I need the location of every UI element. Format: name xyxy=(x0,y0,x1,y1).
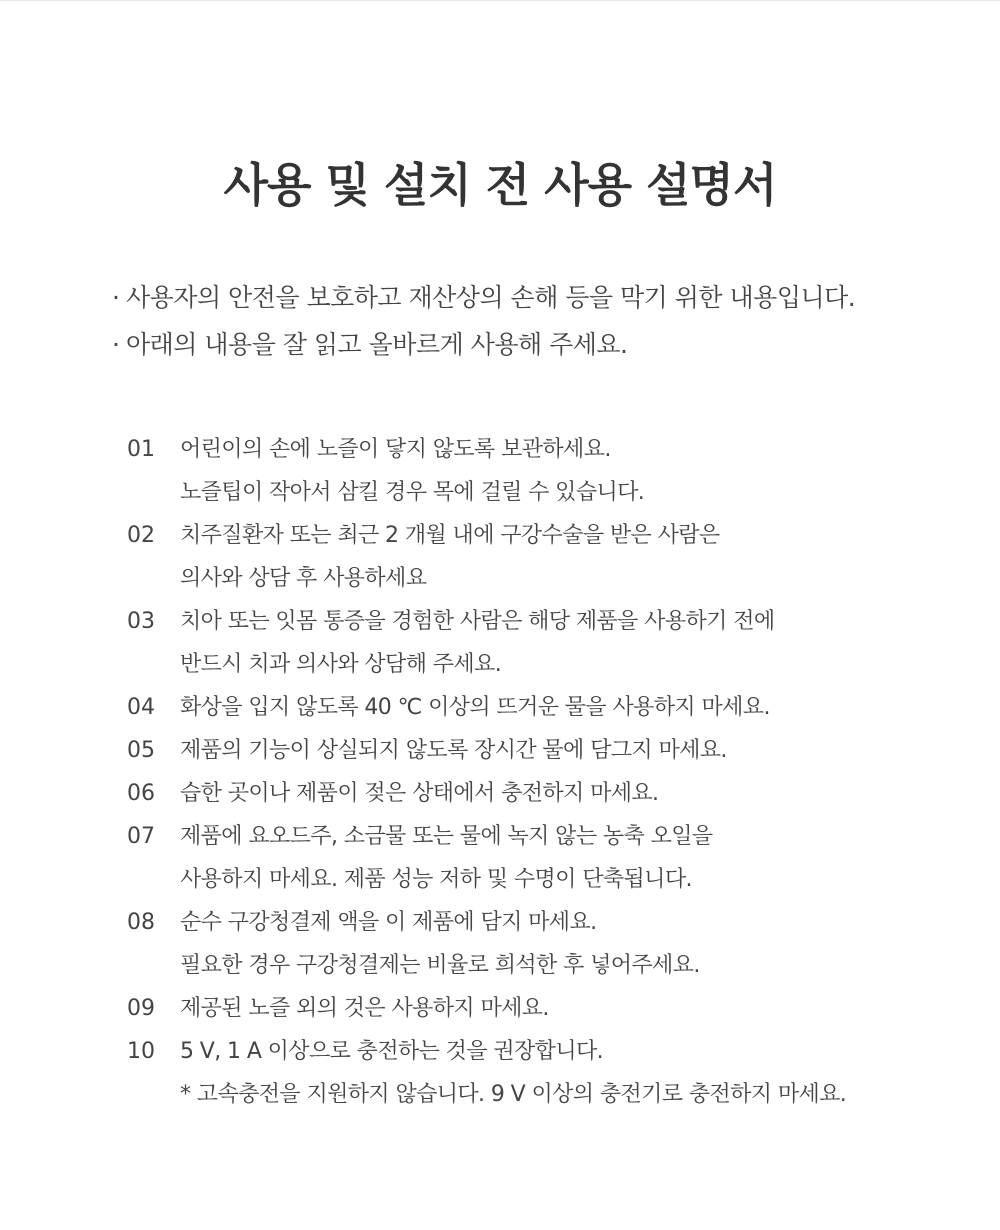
instruction-text xyxy=(180,600,987,686)
instruction-line: 5 V, 1 A 이상으로 충전하는 것을 권장합니다. xyxy=(180,1039,604,1064)
instruction-number: 03 xyxy=(127,609,155,634)
instruction-item xyxy=(127,729,987,772)
intro-note xyxy=(112,321,972,368)
instruction-item xyxy=(127,901,987,987)
instruction-line: 필요한 경우 구강청결제는 비율로 희석한 후 넣어주세요. xyxy=(180,953,700,978)
instruction-text xyxy=(180,428,987,514)
instruction-text xyxy=(180,772,987,815)
instruction-text xyxy=(180,987,987,1030)
instruction-item xyxy=(127,428,987,514)
instruction-line: * 고속충전을 지원하지 않습니다. 9 V 이상의 충전기로 충전하지 마세요. xyxy=(180,1082,847,1107)
instruction-number: 08 xyxy=(127,910,155,935)
instruction-line: 제공된 노즐 외의 것은 사용하지 마세요. xyxy=(180,996,549,1021)
instruction-line: 습한 곳이나 제품이 젖은 상태에서 충전하지 마세요. xyxy=(180,781,659,806)
instruction-item xyxy=(127,815,987,901)
intro-note xyxy=(112,274,972,321)
instruction-list xyxy=(127,428,987,1116)
instruction-item xyxy=(127,600,987,686)
intro-note-text: 아래의 내용을 잘 읽고 올바르게 사용해 주세요. xyxy=(126,330,628,359)
instruction-number: 10 xyxy=(127,1039,155,1064)
instruction-number: 02 xyxy=(127,523,155,548)
instruction-line: 순수 구강청결제 액을 이 제품에 담지 마세요. xyxy=(180,910,597,935)
instruction-line: 치주질환자 또는 최근 2 개월 내에 구강수술을 받은 사람은 xyxy=(180,523,720,548)
instruction-number: 05 xyxy=(127,738,155,763)
instruction-line: 화상을 입지 않도록 40 ℃ 이상의 뜨거운 물을 사용하지 마세요. xyxy=(180,695,770,720)
instruction-number: 09 xyxy=(127,996,155,1021)
instruction-line: 사용하지 마세요. 제품 성능 저하 및 수명이 단축됩니다. xyxy=(180,867,692,892)
instruction-line: 노즐팁이 작아서 삼킬 경우 목에 걸릴 수 있습니다. xyxy=(180,480,645,505)
instruction-line: 제품에 요오드주, 소금물 또는 물에 녹지 않는 농축 오일을 xyxy=(180,824,713,849)
instruction-item xyxy=(127,514,987,600)
instruction-item xyxy=(127,772,987,815)
instruction-line: 제품의 기능이 상실되지 않도록 장시간 물에 담그지 마세요. xyxy=(180,738,727,763)
instruction-text xyxy=(180,901,987,987)
instruction-line: 치아 또는 잇몸 통증을 경험한 사람은 해당 제품을 사용하기 전에 xyxy=(180,609,775,634)
instruction-text xyxy=(180,514,987,600)
top-divider xyxy=(0,0,1000,1)
instruction-text xyxy=(180,815,987,901)
instruction-text xyxy=(180,1030,987,1116)
instruction-line: 반드시 치과 의사와 상담해 주세요. xyxy=(180,652,502,677)
bullet-dot: · xyxy=(112,330,120,359)
page-title: 사용 및 설치 전 사용 설명서 xyxy=(223,158,777,212)
instruction-item xyxy=(127,987,987,1030)
instruction-number: 06 xyxy=(127,781,155,806)
intro-notes xyxy=(112,274,972,368)
instruction-number: 04 xyxy=(127,695,155,720)
intro-note-text: 사용자의 안전을 보호하고 재산상의 손해 등을 막기 위한 내용입니다. xyxy=(126,283,856,312)
instruction-text xyxy=(180,686,987,729)
instruction-item xyxy=(127,1030,987,1116)
bullet-dot: · xyxy=(112,283,120,312)
instruction-line: 의사와 상담 후 사용하세요 xyxy=(180,566,427,591)
instruction-item xyxy=(127,686,987,729)
instruction-number: 01 xyxy=(127,437,155,462)
instruction-number: 07 xyxy=(127,824,155,849)
instruction-text xyxy=(180,729,987,772)
instruction-line: 어린이의 손에 노즐이 닿지 않도록 보관하세요. xyxy=(180,437,611,462)
